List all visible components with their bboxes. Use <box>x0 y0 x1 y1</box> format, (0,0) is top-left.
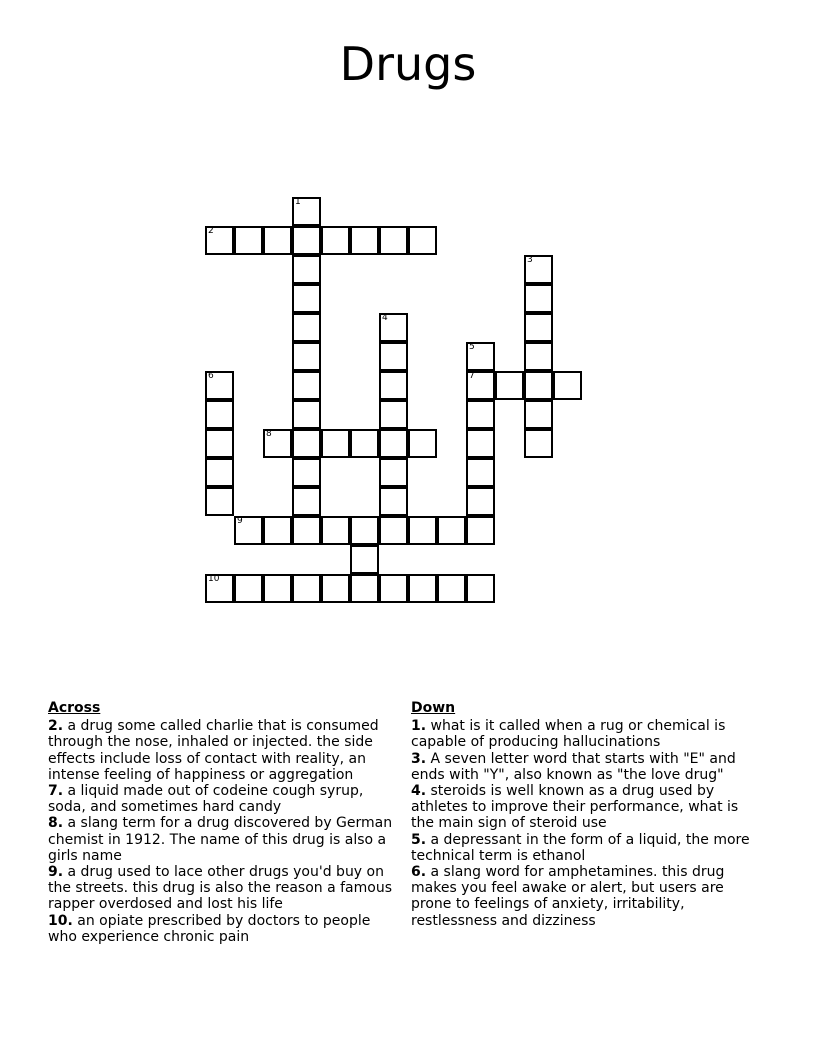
grid-cell[interactable] <box>292 342 321 371</box>
grid-cell[interactable] <box>292 516 321 545</box>
grid-cell[interactable] <box>234 574 263 603</box>
grid-cell[interactable] <box>379 429 408 458</box>
across-clue <box>48 718 398 783</box>
clue-num: 8. <box>48 815 64 832</box>
grid-cell[interactable] <box>379 574 408 603</box>
down-clue <box>411 751 761 783</box>
page-title: Drugs <box>339 37 477 91</box>
clue-text: a drug used to lace other drugs you'd buy on the streets. this drug is also the reason a famous rapper overdosed and lost his life <box>48 864 392 913</box>
down-clue <box>411 832 761 864</box>
down-clue <box>411 718 761 750</box>
grid-cell[interactable] <box>524 429 553 458</box>
clue-num: 2. <box>48 718 64 735</box>
clue-num: 9. <box>48 864 64 881</box>
clue-number: 4 <box>382 313 388 323</box>
grid-cell[interactable] <box>263 516 292 545</box>
clue-num: 4. <box>411 783 427 800</box>
grid-cell[interactable] <box>234 516 263 545</box>
grid-cell[interactable] <box>350 574 379 603</box>
down-clue <box>411 783 761 832</box>
clue-text: an opiate prescribed by doctors to people who experience chronic pain <box>48 912 371 945</box>
grid-cell[interactable] <box>321 226 350 255</box>
grid-cell[interactable] <box>466 400 495 429</box>
down-clues <box>411 700 761 929</box>
grid-cell[interactable] <box>263 574 292 603</box>
grid-cell[interactable] <box>292 574 321 603</box>
grid-cell[interactable] <box>466 342 495 371</box>
grid-cell[interactable] <box>466 429 495 458</box>
grid-cell[interactable] <box>292 255 321 284</box>
grid-cell[interactable] <box>292 197 321 226</box>
grid-cell[interactable] <box>495 371 524 400</box>
clue-text: a slang term for a drug discovered by German chemist in 1912. The name of this drug is also a girls name <box>48 815 393 864</box>
grid-cell[interactable] <box>292 284 321 313</box>
grid-cell[interactable] <box>379 342 408 371</box>
down-clue <box>411 864 761 929</box>
grid-cell[interactable] <box>205 458 234 487</box>
grid-cell[interactable] <box>292 429 321 458</box>
grid-cell[interactable] <box>408 429 437 458</box>
grid-cell[interactable] <box>205 371 234 400</box>
across-heading: Across <box>48 700 101 716</box>
grid-cell[interactable] <box>379 313 408 342</box>
grid-cell[interactable] <box>379 400 408 429</box>
clue-number: 8 <box>266 429 272 439</box>
grid-cell[interactable] <box>321 429 350 458</box>
clue-number: 3 <box>527 255 533 265</box>
grid-cell[interactable] <box>524 371 553 400</box>
across-clue-list <box>48 718 398 945</box>
grid-cell[interactable] <box>466 487 495 516</box>
grid-cell[interactable] <box>379 458 408 487</box>
clue-text: what is it called when a rug or chemical is capable of producing hallucinations <box>411 718 726 751</box>
grid-cell[interactable] <box>350 545 379 574</box>
grid-cell[interactable] <box>379 371 408 400</box>
grid-cell[interactable] <box>437 574 466 603</box>
grid-cell[interactable] <box>292 226 321 255</box>
down-heading: Down <box>411 700 456 716</box>
clue-number: 5 <box>469 342 475 352</box>
clue-num: 1. <box>411 718 427 735</box>
grid-cell[interactable] <box>524 400 553 429</box>
grid-cell[interactable] <box>205 400 234 429</box>
grid-cell[interactable] <box>205 574 234 603</box>
grid-cell[interactable] <box>553 371 582 400</box>
grid-cell[interactable] <box>321 574 350 603</box>
clue-text: a liquid made out of codeine cough syrup, soda, and sometimes hard candy <box>48 783 364 816</box>
clue-num: 7. <box>48 783 64 800</box>
grid-cell[interactable] <box>292 371 321 400</box>
clue-text: a depressant in the form of a liquid, the more technical term is ethanol <box>411 831 750 864</box>
grid-cell[interactable] <box>263 226 292 255</box>
down-clue-list <box>411 718 761 929</box>
clue-number: 10 <box>208 574 220 584</box>
grid-cell[interactable] <box>292 458 321 487</box>
grid-cell[interactable] <box>350 429 379 458</box>
grid-cell[interactable] <box>524 255 553 284</box>
grid-cell[interactable] <box>408 226 437 255</box>
clue-text: A seven letter word that starts with "E" and ends with "Y", also known as "the love drug" <box>411 750 736 783</box>
clue-text: a slang word for amphetamines. this drug makes you feel awake or alert, but users are prone to feelings of anxiety, irritability, restlessness and dizziness <box>411 864 725 929</box>
grid-cell[interactable] <box>234 226 263 255</box>
clue-text: steroids is well known as a drug used by athletes to improve their performance, what is the main sign of steroid use <box>411 783 739 832</box>
grid-cell[interactable] <box>379 487 408 516</box>
clue-number: 9 <box>237 516 243 526</box>
grid-cell[interactable] <box>292 400 321 429</box>
grid-cell[interactable] <box>379 516 408 545</box>
grid-cell[interactable] <box>466 516 495 545</box>
grid-cell[interactable] <box>263 429 292 458</box>
clue-num: 10. <box>48 912 73 929</box>
across-clue <box>48 913 398 945</box>
grid-cell[interactable] <box>292 313 321 342</box>
grid-cell[interactable] <box>524 284 553 313</box>
grid-cell[interactable] <box>205 487 234 516</box>
grid-cell[interactable] <box>205 429 234 458</box>
grid-cell[interactable] <box>379 226 408 255</box>
grid-cell[interactable] <box>524 342 553 371</box>
across-clue <box>48 783 398 815</box>
grid-cell[interactable] <box>350 226 379 255</box>
grid-cell[interactable] <box>466 371 495 400</box>
grid-cell[interactable] <box>205 226 234 255</box>
clue-text: a drug some called charlie that is consumed through the nose, inhaled or injected. the side effects include loss of contact with reality, an intense feeling of happiness or aggregation <box>48 718 379 783</box>
clue-number: 1 <box>295 197 301 207</box>
grid-cell[interactable] <box>466 458 495 487</box>
across-clues <box>48 700 398 945</box>
grid-cell[interactable] <box>292 487 321 516</box>
across-clue <box>48 815 398 864</box>
grid-cell[interactable] <box>408 516 437 545</box>
clue-number: 2 <box>208 226 214 236</box>
across-clue <box>48 864 398 913</box>
clue-number: 7 <box>469 371 475 381</box>
grid-cell[interactable] <box>466 574 495 603</box>
clue-number: 6 <box>208 371 214 381</box>
grid-cell[interactable] <box>408 574 437 603</box>
clue-num: 6. <box>411 864 427 881</box>
clue-num: 5. <box>411 831 427 848</box>
clue-num: 3. <box>411 750 427 767</box>
grid-cell[interactable] <box>524 313 553 342</box>
grid-cell[interactable] <box>437 516 466 545</box>
grid-cell[interactable] <box>350 516 379 545</box>
grid-cell[interactable] <box>321 516 350 545</box>
